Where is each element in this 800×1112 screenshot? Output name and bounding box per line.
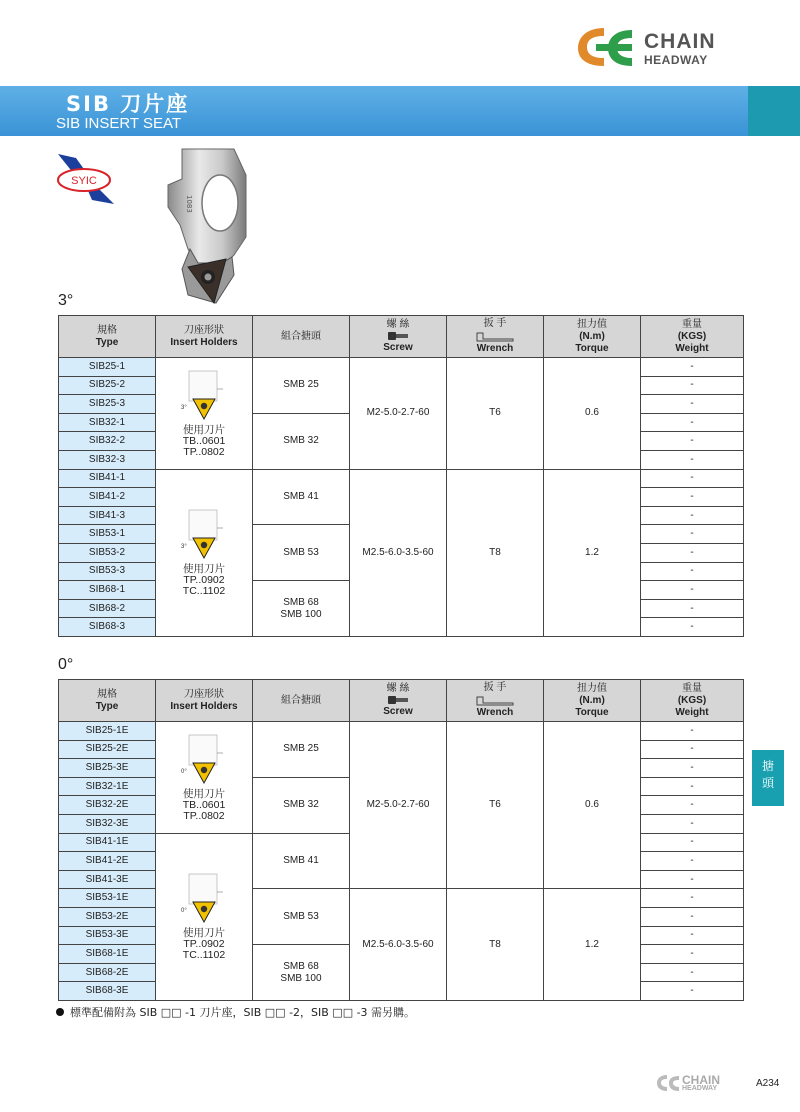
footer-logo-mark-icon bbox=[656, 1072, 682, 1094]
section-label-3-degree: 3° bbox=[58, 292, 74, 309]
weight-cell: - bbox=[641, 870, 744, 889]
weight-cell: - bbox=[641, 926, 744, 945]
type-cell: SIB32-1E bbox=[59, 777, 156, 796]
holder-cell bbox=[156, 833, 253, 1000]
section-label-0-degree: 0° bbox=[58, 656, 74, 673]
chain-headway-logo bbox=[574, 22, 754, 72]
weight-cell: - bbox=[641, 982, 744, 1001]
weight-cell: - bbox=[641, 599, 744, 618]
type-cell: SIB25-1E bbox=[59, 722, 156, 741]
type-cell: SIB25-3E bbox=[59, 759, 156, 778]
type-cell: SIB32-3 bbox=[59, 450, 156, 469]
column-header-weight: 重量 (KGS) Weight bbox=[641, 316, 744, 358]
holder-insert-code: TB..0601 bbox=[182, 434, 226, 447]
column-header-wrench: 扳 手 Wrench bbox=[447, 316, 544, 358]
weight-cell: - bbox=[641, 740, 744, 759]
type-cell: SIB68-1E bbox=[59, 945, 156, 964]
weight-cell: - bbox=[641, 833, 744, 852]
weight-cell: - bbox=[641, 907, 744, 926]
weight-cell: - bbox=[641, 618, 744, 637]
wrench-icon bbox=[475, 694, 515, 706]
insert-seat-image bbox=[160, 145, 260, 315]
table-row bbox=[59, 722, 744, 741]
table-row bbox=[59, 358, 744, 377]
wrench-cell: T6 bbox=[447, 358, 544, 470]
combo-cell: SMB 41 bbox=[253, 833, 350, 889]
torque-cell: 0.6 bbox=[544, 358, 641, 470]
footnote-text: 標準配備附為 SIB □□ -1 刀片座，SIB □□ -2，SIB □□ -3 需另購。 bbox=[70, 1006, 416, 1019]
svg-text:0°: 0° bbox=[181, 768, 187, 775]
type-cell: SIB68-1 bbox=[59, 581, 156, 600]
table-header-row bbox=[59, 680, 744, 722]
weight-cell: - bbox=[641, 432, 744, 451]
insert-holder-icon bbox=[181, 508, 227, 564]
type-cell: SIB41-3E bbox=[59, 870, 156, 889]
holder-label: 使用刀片 bbox=[183, 927, 225, 940]
syic-logo-icon bbox=[52, 152, 118, 208]
type-cell: SIB68-2 bbox=[59, 599, 156, 618]
bullet-icon bbox=[56, 1008, 64, 1016]
type-cell: SIB41-1E bbox=[59, 833, 156, 852]
spec-table-0-degree bbox=[58, 679, 744, 1001]
type-cell: SIB32-2E bbox=[59, 796, 156, 815]
screw-icon bbox=[387, 695, 409, 705]
type-cell: SIB53-2 bbox=[59, 543, 156, 562]
page-subtitle: SIB INSERT SEAT bbox=[56, 115, 182, 132]
column-header-type: 規格 Type bbox=[59, 316, 156, 358]
screw-icon bbox=[387, 331, 409, 341]
logo-text-secondary: HEADWAY bbox=[644, 53, 708, 67]
holder-insert-code: TB..0601 bbox=[182, 798, 226, 811]
type-cell: SIB25-2 bbox=[59, 376, 156, 395]
weight-cell: - bbox=[641, 945, 744, 964]
column-header-wrench: 扳 手 Wrench bbox=[447, 680, 544, 722]
type-cell: SIB25-2E bbox=[59, 740, 156, 759]
column-header-combo: 組合搪頭 bbox=[253, 680, 350, 722]
footer-logo-subtext: HEADWAY bbox=[682, 1085, 718, 1092]
combo-cell: SMB 41 bbox=[253, 469, 350, 525]
weight-cell: - bbox=[641, 963, 744, 982]
insert-holder-icon bbox=[181, 733, 227, 789]
screw-cell: M2.5-6.0-3.5-60 bbox=[350, 889, 447, 1001]
weight-cell: - bbox=[641, 777, 744, 796]
type-cell: SIB32-1 bbox=[59, 413, 156, 432]
svg-text:3°: 3° bbox=[181, 544, 187, 551]
column-header-holder: 刀座形狀 Insert Holders bbox=[156, 316, 253, 358]
weight-cell: - bbox=[641, 413, 744, 432]
type-cell: SIB41-3 bbox=[59, 506, 156, 525]
column-header-screw: 螺 絲 Screw bbox=[350, 316, 447, 358]
wrench-cell: T8 bbox=[447, 469, 544, 636]
type-cell: SIB41-2E bbox=[59, 852, 156, 871]
wrench-cell: T6 bbox=[447, 722, 544, 889]
footnote bbox=[56, 1004, 415, 1020]
table-header-row bbox=[59, 316, 744, 358]
weight-cell: - bbox=[641, 852, 744, 871]
column-header-combo: 組合搪頭 bbox=[253, 316, 350, 358]
holder-insert-code: TP..0902 bbox=[183, 574, 225, 587]
weight-cell: - bbox=[641, 525, 744, 544]
insert-holder-icon bbox=[181, 872, 227, 928]
type-cell: SIB41-1 bbox=[59, 469, 156, 488]
column-header-screw: 螺 絲 Screw bbox=[350, 680, 447, 722]
logo-text-primary: CHAIN bbox=[644, 30, 716, 53]
footer-logo bbox=[656, 1072, 732, 1096]
weight-cell: - bbox=[641, 722, 744, 741]
combo-cell: SMB 32 bbox=[253, 413, 350, 469]
type-cell: SIB68-2E bbox=[59, 963, 156, 982]
insert-holder-icon bbox=[181, 369, 227, 425]
banner-accent bbox=[748, 86, 800, 136]
weight-cell: - bbox=[641, 506, 744, 525]
type-cell: SIB25-1 bbox=[59, 358, 156, 377]
combo-cell: SMB 53 bbox=[253, 889, 350, 945]
holder-insert-code: TP..0802 bbox=[183, 445, 225, 458]
combo-cell: SMB 68 SMB 100 bbox=[253, 581, 350, 637]
type-cell: SIB68-3 bbox=[59, 618, 156, 637]
combo-cell: SMB 25 bbox=[253, 358, 350, 414]
torque-cell: 0.6 bbox=[544, 722, 641, 889]
section-side-tab[interactable] bbox=[752, 750, 784, 806]
table-row bbox=[59, 469, 744, 488]
svg-text:3°: 3° bbox=[181, 404, 187, 411]
holder-insert-code: TP..0802 bbox=[183, 809, 225, 822]
column-header-torque: 扭力值 (N.m) Torque bbox=[544, 680, 641, 722]
footer-logo-text: CHAIN bbox=[682, 1073, 720, 1087]
combo-cell: SMB 53 bbox=[253, 525, 350, 581]
combo-cell: SMB 32 bbox=[253, 777, 350, 833]
svg-text:0°: 0° bbox=[181, 908, 187, 915]
type-cell: SIB68-3E bbox=[59, 982, 156, 1001]
column-header-torque: 扭力值 (N.m) Torque bbox=[544, 316, 641, 358]
holder-label: 使用刀片 bbox=[183, 563, 225, 576]
holder-insert-code: TC..1102 bbox=[182, 949, 226, 962]
holder-cell bbox=[156, 469, 253, 636]
torque-cell: 1.2 bbox=[544, 889, 641, 1001]
side-tab-char: 搪 bbox=[761, 759, 774, 773]
holder-insert-code: TC..1102 bbox=[182, 585, 226, 598]
type-cell: SIB25-3 bbox=[59, 395, 156, 414]
type-cell: SIB53-3 bbox=[59, 562, 156, 581]
product-marking: 1083 bbox=[185, 195, 193, 213]
column-header-holder: 刀座形狀 Insert Holders bbox=[156, 680, 253, 722]
syic-brand-logo bbox=[52, 152, 118, 208]
type-cell: SIB32-3E bbox=[59, 814, 156, 833]
holder-label: 使用刀片 bbox=[183, 423, 225, 436]
weight-cell: - bbox=[641, 469, 744, 488]
page-title: SIB 刀片座 bbox=[66, 92, 190, 116]
page-number: A234 bbox=[756, 1078, 780, 1089]
weight-cell: - bbox=[641, 562, 744, 581]
type-cell: SIB53-3E bbox=[59, 926, 156, 945]
screw-cell: M2.5-6.0-3.5-60 bbox=[350, 469, 447, 636]
type-cell: SIB41-2 bbox=[59, 488, 156, 507]
weight-cell: - bbox=[641, 395, 744, 414]
holder-cell bbox=[156, 358, 253, 470]
holder-label: 使用刀片 bbox=[183, 787, 225, 800]
weight-cell: - bbox=[641, 450, 744, 469]
spec-table-3-degree bbox=[58, 315, 744, 637]
screw-cell: M2-5.0-2.7-60 bbox=[350, 722, 447, 889]
syic-logo-text: SYIC bbox=[71, 175, 97, 187]
type-cell: SIB32-2 bbox=[59, 432, 156, 451]
combo-cell: SMB 25 bbox=[253, 722, 350, 778]
weight-cell: - bbox=[641, 488, 744, 507]
weight-cell: - bbox=[641, 814, 744, 833]
wrench-icon bbox=[475, 330, 515, 342]
screw-cell: M2-5.0-2.7-60 bbox=[350, 358, 447, 470]
side-tab-char: 頭 bbox=[761, 776, 774, 790]
weight-cell: - bbox=[641, 796, 744, 815]
title-banner bbox=[0, 86, 748, 136]
type-cell: SIB53-2E bbox=[59, 907, 156, 926]
column-header-type: 規格 Type bbox=[59, 680, 156, 722]
weight-cell: - bbox=[641, 543, 744, 562]
column-header-weight: 重量 (KGS) Weight bbox=[641, 680, 744, 722]
weight-cell: - bbox=[641, 759, 744, 778]
logo-mark-icon bbox=[574, 22, 644, 72]
product-photo bbox=[160, 145, 260, 315]
weight-cell: - bbox=[641, 376, 744, 395]
weight-cell: - bbox=[641, 889, 744, 908]
holder-cell bbox=[156, 722, 253, 834]
type-cell: SIB53-1 bbox=[59, 525, 156, 544]
torque-cell: 1.2 bbox=[544, 469, 641, 636]
wrench-cell: T8 bbox=[447, 889, 544, 1001]
weight-cell: - bbox=[641, 358, 744, 377]
combo-cell: SMB 68 SMB 100 bbox=[253, 945, 350, 1001]
weight-cell: - bbox=[641, 581, 744, 600]
holder-insert-code: TP..0902 bbox=[183, 938, 225, 951]
type-cell: SIB53-1E bbox=[59, 889, 156, 908]
